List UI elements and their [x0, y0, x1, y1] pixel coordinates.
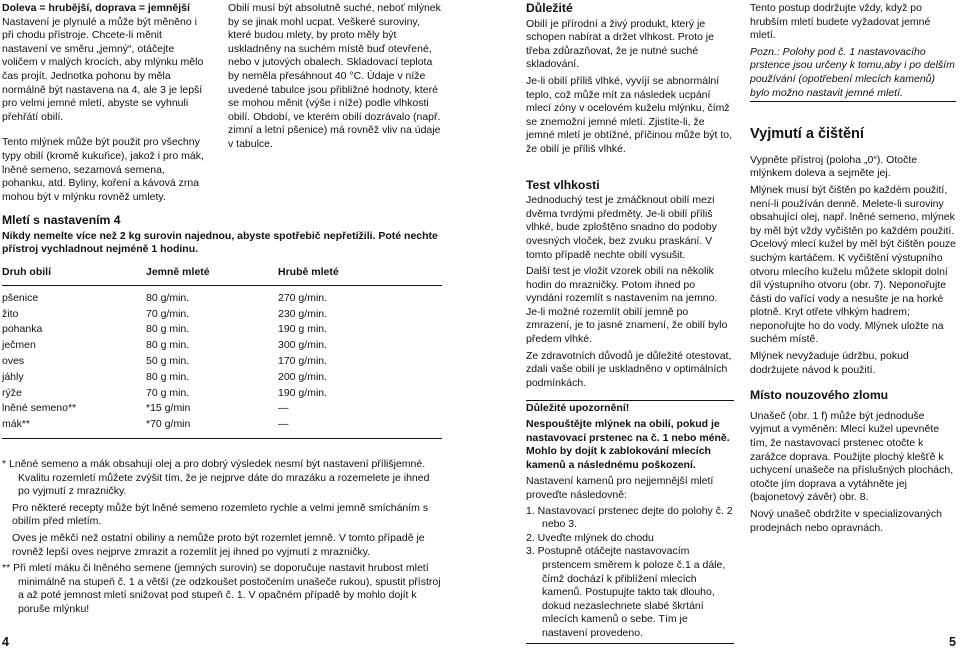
table-row	[2, 402, 327, 418]
cell-fine: 80 g min.	[146, 370, 190, 383]
setting-paragraph: Nastavení je plynulé a může být měněno i při chodu přístroje. Chcete-li měnit nastavení ve směru „jemný“, otáčejte voličem v malých krocích, aby mlýnku mělo čas projít. Jednotka pohonu by měla normálně být nastavena na 4, ale 3 je lepší pro velmi jemné mletí, abyste se vyhnuli přehřátí obilí.	[2, 15, 204, 123]
cell-coarse: 270 g/min.	[278, 291, 328, 304]
setting-direction-title: Doleva = hrubější, doprava = jemnější	[2, 2, 190, 14]
warning-box	[526, 400, 734, 643]
storage-column	[228, 2, 446, 152]
table-row	[2, 387, 327, 403]
step-item: 2. Uveďte mlýnek do chodu	[526, 531, 654, 544]
table-header	[2, 266, 339, 282]
cleaning-column	[750, 2, 956, 535]
cell-coarse: —	[278, 402, 289, 415]
usage-paragraph: Tento mlýnek může být použit pro všechny typy obilí (kromě kukuřice), jakož i pro mák, lněné semeno, sezamová semena, pohanku, atd. Byliny, koření a kávová zrna mohou být v mlýnku rovněž umlety.	[2, 136, 204, 203]
cleaning-paragraph-1: Vypněte přístroj (poloha „0“). Otočte mlýnkem doleva a sejměte jej.	[750, 153, 918, 180]
table-row	[2, 292, 327, 308]
freezer-test-paragraph: Další test je vložit vzorek obilí na několik hodin do mrazničky. Potom ihned po vyndání rozemlít s nastavením na jemno. Je-li možné rozemlít obilí jemně po zmrazení, je to jasné znamení, že obilí bylo předem vlhké.	[526, 265, 728, 346]
cell-coarse: 200 g/min.	[278, 370, 328, 383]
cell-fine: 70 g/min.	[146, 307, 190, 320]
overload-warning: Nikdy nemelte více než 2 kg surovin najednou, abyste spotřebič nepřetížili. Poté nechte přístroj vychladnout nejméně 1 hodinu.	[2, 229, 438, 256]
breakpoint-title: Místo nouzového zlomu	[750, 388, 889, 403]
cleaning-title: Vyjmutí a čištění	[750, 126, 864, 143]
grinding-table	[2, 266, 442, 439]
cell-fine: *70 g/min	[146, 418, 191, 431]
cell-grain: rýže	[2, 386, 22, 399]
procedure-line: Tento postup dodržujte vždy, když po hrubším mletí budete vyžadovat jemné mletí.	[750, 2, 931, 42]
step-item: 1. Nastavovací prstenec dejte do polohy č. 2 nebo 3.	[526, 504, 733, 531]
footnotes	[2, 458, 442, 620]
warning-bold-text: Nespouštějte mlýnek na obilí, pokud je nastavovací prstenec na č. 1 nebo méně. Mohlo by dojít k zablokování mlecích kamenů a následnému poškození.	[526, 418, 730, 471]
left-column	[2, 2, 208, 204]
header-coarse: Hrubě mleté	[278, 266, 339, 278]
cell-grain: pohanka	[2, 323, 43, 336]
table-row	[2, 323, 327, 339]
grinding-section	[2, 214, 442, 257]
storage-paragraph: Obilí musí být absolutně suché, neboť mlýnek by se jinak mohl ucpat. Veškeré suroviny, které budou mlety, by proto měly být uskladněny na suchém místě buď otevřené, nebo v jutových obalech. Skladovací teplota by neměla přesáhnout 40 °C. Údaje v níže uvedené tabulce jsou přibližné hodnoty, které se mohou měnit (výše i níže) podle vlhkosti obilí. Období, ve kterém obilí dozrávalo (např. zimní a letní pšenice) má rovněž vliv na údaje v tabulce.	[228, 2, 441, 150]
cell-grain: lněné semeno**	[2, 402, 77, 415]
moisture-column	[526, 2, 734, 644]
header-grain: Druh obilí	[2, 266, 51, 278]
cleaning-paragraph-2: Mlýnek musí být čištěn po každém použití, není-li používán denně. Melete-li suroviny obsahující olej, např. lněné semeno, mlýnek by měl být vždy vyčištěn po každém použití. Ocelový mlecí kužel by měl být čištěn pouze suchým kartáčem. K vyčištění výstupního otvoru mlecího kuželu můžete sklopit dolní díl výstupního otvoru (obr. 7). Neponořujte části do vařící vody a nesušte je na horké plotně. Kryt otřete vlhkým hadrem; neponořujte ho do vody. Mlýnek uložte na suchém místě.	[750, 183, 957, 346]
footnote-linseed: Pro některé recepty může být lněné semeno rozemleto rychle a velmi jemně smícháním s obilím před mletím.	[12, 501, 429, 528]
cell-coarse: 230 g/min.	[278, 307, 328, 320]
step-item: 3. Postupně otáčejte nastavovacím prstencem směrem k poloze č.1 a dále, čímž dochází k přiblížení mlecích kamenů. Postupujte takto tak dlouho, dokud nezaslechnete slabé škrtání mlecích kamenů o sebe. Tím je nastavení provedeno.	[526, 545, 726, 639]
footnote-oil: * Lněné semeno a mák obsahují olej a pro dobrý výsledek nesmí být nastavení přílišjemné. Kvalitu rozemletí můžete zvýšit tím, že je nejprve dáte do mrazáku a rozemelete je ihned po vyjmutí z mrazničky.	[2, 458, 430, 498]
cell-fine: 80 g/min.	[146, 291, 190, 304]
cell-grain: ječmen	[2, 339, 36, 352]
cell-coarse: 170 g/min.	[278, 354, 328, 367]
important-paragraph: Obilí je přírodní a živý produkt, který je schopen nabírat a držet vlhkost. Proto je třeba zdůrazňovat, že je nutné suché skladování.	[526, 17, 714, 71]
cell-coarse: 300 g/min.	[278, 339, 328, 352]
important-paragraph-2: Je-li obilí příliš vlhké, vyvíjí se abnormální teplo, což může mít za následek ucpání mlecí zóny v ocelovém kuželu mlýnku, čímž se znemožní jemné mletí. Zjistíte-li, že jemné mletí je obtížné, příčinou může být to, že obilí je příliš vlhké.	[526, 74, 733, 155]
cell-fine: 70 g min.	[146, 386, 190, 399]
header-fine: Jemně mleté	[146, 266, 210, 278]
important-title: Důležité	[526, 1, 573, 15]
table-row	[2, 355, 327, 371]
footnote-oats: Oves je měkčí než ostatní obiliny a nemůže proto být rozemlet jemně. V tomto případě je rovněž lepší oves nejprve zmrazit a rozemlít jej ihned po vyjmutí z mrazničky.	[12, 531, 425, 558]
cell-grain: mák**	[2, 418, 31, 431]
footnote-poppy: ** Při mletí máku či lněného semene (jemných surovin) se doporučuje nastavit hrubost mletí minimálně na stupeň č. 1 a větší (ze odzkoušet postočením unašeče rukou), spustit přístroj a až poté jemnost mletí snižovat pod stupeň č. 1. V opačném případě by mohlo dojít k poruše mlýnku!	[2, 562, 441, 615]
page-number-left: 4	[2, 635, 9, 649]
cell-fine: 50 g min.	[146, 354, 190, 367]
warning-title: Důležité upozornění!	[526, 402, 630, 415]
table-row	[2, 418, 327, 434]
health-paragraph: Ze zdravotních důvodů je důležité otestovat, zdali vaše obilí je uskladněno v optimálních podmínkách.	[526, 349, 732, 389]
cell-grain: pšenice	[2, 291, 39, 304]
cell-grain: jáhly	[2, 370, 24, 383]
moisture-test-title: Test vlhkosti	[526, 177, 600, 192]
table-bottom-rule	[2, 438, 442, 439]
breakpoint-paragraph-2: Nový unašeč obdržíte v specializovaných prodejnách nebo opravnách.	[750, 508, 943, 534]
cell-fine: 80 g min.	[146, 323, 190, 336]
warning-setup-text: Nastavení kamenů pro nejjemnější mletí proveďte následovně:	[526, 475, 714, 501]
table-row	[2, 339, 327, 355]
cell-grain: oves	[2, 354, 25, 367]
cell-coarse: 190 g min.	[278, 323, 328, 336]
note-text: Pozn.: Polohy pod č. 1 nastavovacího prstence jsou určeny k tomu,aby i po delším používání (opotřebení mlecích kamenů) bylo možno nastavit jemné mletí.	[750, 45, 955, 99]
breakpoint-paragraph: Unašeč (obr. 1 f) může být jednoduše vyjmut a vyměněn: Mlecí kužel upevněte tím, že nastavovací prstenec otočte k zarážce doprava. Použijte plochý klešťě k uchycení unašeče na příslušných plochách, otočte jím doprava a vytáhněte jej (bajonetový závěr) obr. 8.	[750, 409, 954, 504]
cell-coarse: —	[278, 418, 289, 431]
section-title: Mletí s nastavením 4	[2, 213, 121, 227]
cell-grain: žito	[2, 307, 19, 320]
procedure-box	[750, 2, 956, 102]
table-rule	[2, 285, 442, 286]
cleaning-paragraph-3: Mlýnek nevyžaduje údržbu, pokud dodržujete návod k použití.	[750, 350, 909, 376]
cell-fine: 80 g min.	[146, 339, 190, 352]
cell-fine: *15 g/min	[146, 402, 191, 415]
moisture-test-paragraph: Jednoduchý test je zmáčknout obilí mezi dvěma tvrdými předměty. Je-li obilí příliš vlhké, bude zploštěno snadno do podoby ovesných vloček, bez zvuku praskání. V tomto případě nechte obilí vysušit.	[526, 194, 717, 261]
cell-coarse: 190 g/min.	[278, 386, 328, 399]
page-number-right: 5	[949, 635, 956, 649]
table-row	[2, 308, 327, 324]
table-row	[2, 371, 327, 387]
